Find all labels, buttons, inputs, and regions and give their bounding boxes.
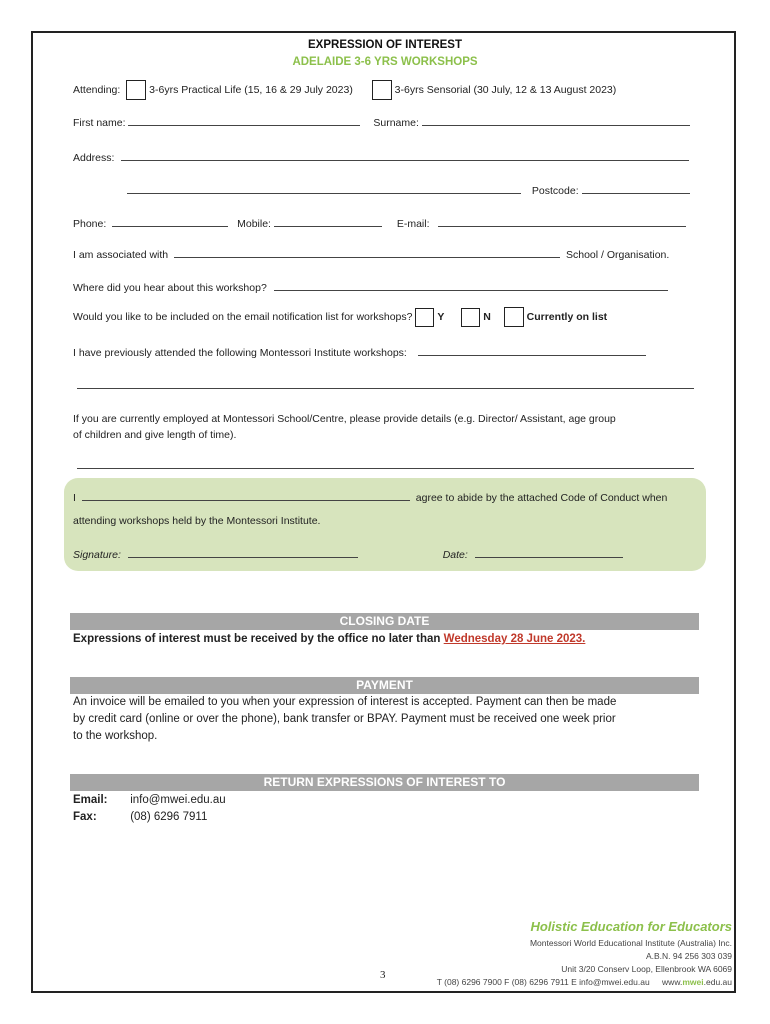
- agreement-row: [73, 491, 667, 504]
- address-field-line1[interactable]: [121, 151, 689, 161]
- mobile-field[interactable]: [274, 217, 382, 227]
- footer-address: Unit 3/20 Conserv Loop, Ellenbrook WA 6069: [561, 964, 732, 974]
- name-row: [73, 116, 690, 129]
- signature-label: Signature:: [73, 549, 121, 561]
- footer-contact-row: [437, 977, 732, 987]
- payment-line2: by credit card (online or over the phone), bank transfer or BPAY. Payment must be received one week prior: [73, 713, 616, 725]
- previous-workshops-row: [73, 346, 646, 359]
- association-row: [73, 248, 669, 261]
- postcode-label: Postcode:: [531, 185, 579, 197]
- email-list-no-label: N: [483, 311, 491, 323]
- address-row: [73, 151, 689, 164]
- page-subtitle: ADELAIDE 3-6 YRS WORKSHOPS: [292, 56, 478, 68]
- closing-date-heading: CLOSING DATE: [70, 613, 699, 630]
- page-number: 3: [380, 969, 386, 981]
- employment-field[interactable]: [77, 459, 694, 469]
- email-list-label: Would you like to be included on the email notification list for workshops?: [73, 311, 413, 323]
- footer-contact: T (08) 6296 7900 F (08) 6296 7911 E info@mwei.edu.au: [436, 977, 650, 987]
- associated-label: I am associated with: [73, 249, 169, 261]
- hear-about-field[interactable]: [274, 281, 668, 291]
- mobile-label: Mobile:: [237, 218, 271, 230]
- previous-workshops-label: I have previously attended the following Montessori Institute workshops:: [73, 347, 407, 359]
- employment-text: [73, 411, 703, 443]
- school-organisation-label: School / Organisation.: [565, 249, 670, 261]
- agreement-line2: attending workshops held by the Montessori Institute.: [73, 515, 321, 527]
- surname-label: Surname:: [373, 117, 419, 129]
- phone-field[interactable]: [112, 217, 228, 227]
- previous-workshops-field-line2[interactable]: [77, 379, 694, 389]
- date-label: Date:: [442, 549, 468, 561]
- email-list-row: [73, 307, 607, 327]
- date-field[interactable]: [475, 548, 623, 558]
- address-field-line2[interactable]: [127, 184, 521, 194]
- employment-line2: of children and give length of time).: [73, 429, 237, 441]
- hear-about-row: [73, 281, 668, 294]
- closing-date-message: Expressions of interest must be received by the office no later than: [73, 633, 441, 645]
- email-field[interactable]: [438, 217, 686, 227]
- currently-on-list-checkbox[interactable]: [504, 307, 524, 327]
- payment-line1: An invoice will be emailed to you when your expression of interest is accepted. Payment can then be made: [73, 696, 617, 708]
- postcode-field[interactable]: [582, 184, 690, 194]
- phone-label: Phone:: [73, 218, 107, 230]
- surname-field[interactable]: [422, 116, 690, 126]
- footer-website[interactable]: www.mwei.edu.au: [662, 977, 732, 987]
- contact-row: [73, 217, 686, 230]
- previous-workshops-row-2: [77, 379, 694, 392]
- practical-life-label: 3-6yrs Practical Life (15, 16 & 29 July 2023): [149, 83, 353, 96]
- payment-line3: to the workshop.: [73, 730, 158, 742]
- footer-abn: A.B.N. 94 256 303 039: [645, 951, 732, 961]
- employment-field-row: [77, 459, 694, 472]
- first-name-field[interactable]: [128, 116, 360, 126]
- address-row-2: [127, 184, 690, 197]
- employment-line1: If you are currently employed at Montessori School/Centre, please provide details (e.g. Director/ Assistant, age group: [73, 413, 616, 425]
- return-fax-value: (08) 6296 7911: [130, 811, 208, 823]
- email-list-yes-label: Y: [437, 311, 445, 323]
- return-email-link[interactable]: info@mwei.edu.au: [130, 794, 226, 806]
- closing-date-text: [73, 631, 701, 648]
- return-heading: RETURN EXPRESSIONS OF INTEREST TO: [70, 774, 699, 791]
- return-fax-label: Fax:: [73, 811, 97, 823]
- agreement-suffix: agree to abide by the attached Code of Conduct when: [415, 492, 668, 504]
- return-contact: [73, 792, 701, 826]
- currently-on-list-label: Currently on list: [526, 311, 608, 323]
- attending-label: Attending:: [73, 83, 121, 96]
- practical-life-checkbox[interactable]: [126, 80, 146, 100]
- footer-brand: Holistic Education for Educators: [530, 919, 732, 934]
- sensorial-label: 3-6yrs Sensorial (30 July, 12 & 13 August 2023): [394, 83, 617, 96]
- closing-date-value: Wednesday 28 June 2023.: [443, 633, 586, 645]
- sensorial-checkbox[interactable]: [372, 80, 392, 100]
- agreement-name-field[interactable]: [82, 491, 410, 501]
- payment-heading: PAYMENT: [70, 677, 699, 694]
- agreement-prefix: I: [73, 492, 76, 504]
- email-list-no-checkbox[interactable]: [461, 308, 480, 327]
- footer-org: Montessori World Educational Institute (Australia) Inc.: [529, 938, 732, 948]
- association-field[interactable]: [174, 248, 560, 258]
- email-list-yes-checkbox[interactable]: [415, 308, 434, 327]
- payment-text: [73, 694, 701, 745]
- attending-row: [73, 80, 616, 100]
- return-email-label: Email:: [73, 794, 108, 806]
- hear-about-label: Where did you hear about this workshop?: [73, 282, 267, 294]
- address-label: Address:: [73, 152, 115, 164]
- email-label: E-mail:: [396, 218, 430, 230]
- signature-row: [73, 548, 623, 561]
- page-title: EXPRESSION OF INTEREST: [308, 39, 462, 51]
- previous-workshops-field[interactable]: [418, 346, 646, 356]
- first-name-label: First name:: [73, 117, 126, 129]
- signature-field[interactable]: [128, 548, 358, 558]
